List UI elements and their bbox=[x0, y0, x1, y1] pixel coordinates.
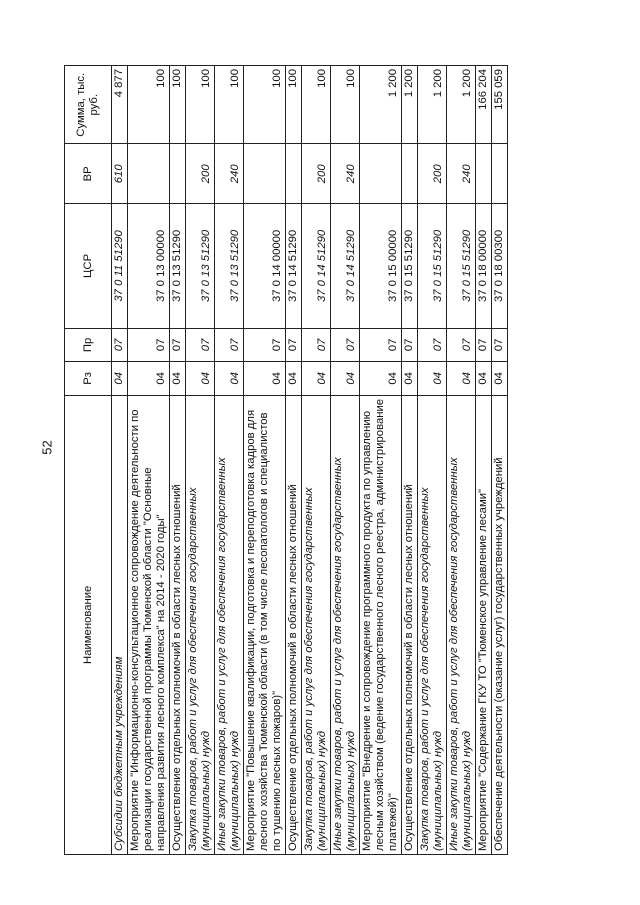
cell-csr: 37 0 15 51290 bbox=[418, 204, 447, 329]
cell-rz: 04 bbox=[360, 362, 402, 395]
cell-pr: 07 bbox=[244, 328, 286, 361]
table-row bbox=[112, 66, 128, 855]
header-name: Наименование bbox=[65, 395, 112, 854]
cell-pr: 07 bbox=[331, 328, 360, 361]
table-row bbox=[331, 66, 360, 855]
cell-csr: 37 0 14 51290 bbox=[286, 204, 302, 329]
cell-pr: 07 bbox=[215, 328, 244, 361]
cell-name: Закупка товаров, работ и услуг для обеспечения государственных (муниципальных) нужд bbox=[418, 395, 447, 854]
cell-vr bbox=[170, 144, 186, 204]
cell-pr: 07 bbox=[447, 328, 476, 361]
cell-pr: 07 bbox=[186, 328, 215, 361]
cell-sum: 155 059 bbox=[492, 66, 508, 145]
cell-name: Закупка товаров, работ и услуг для обеспечения государственных (муниципальных) нужд bbox=[302, 395, 331, 854]
cell-name: Осуществление отдельных полномочий в области лесных отношений bbox=[286, 395, 302, 854]
cell-rz: 04 bbox=[476, 362, 492, 395]
cell-pr: 07 bbox=[170, 328, 186, 361]
cell-name: Иные закупки товаров, работ и услуг для обеспечения государственных (муниципальных) нужд bbox=[447, 395, 476, 854]
cell-sum: 1 200 bbox=[360, 66, 402, 145]
cell-rz: 04 bbox=[286, 362, 302, 395]
cell-name: Субсидии бюджетным учреждениям bbox=[112, 395, 128, 854]
cell-csr: 37 0 13 00000 bbox=[128, 204, 170, 329]
cell-rz: 04 bbox=[186, 362, 215, 395]
cell-vr: 610 bbox=[112, 144, 128, 204]
table-row bbox=[244, 66, 286, 855]
header-rz: Рз bbox=[65, 362, 112, 395]
cell-vr bbox=[402, 144, 418, 204]
table-row bbox=[186, 66, 215, 855]
cell-rz: 04 bbox=[244, 362, 286, 395]
cell-name: Мероприятие "Внедрение и сопровождение программного продукта по управлению лесным хозяйством (ведение государственного лесного реестра, администрирование платежей)" bbox=[360, 395, 402, 854]
table-header-row bbox=[65, 66, 112, 855]
table-row bbox=[170, 66, 186, 855]
header-csr: ЦСР bbox=[65, 204, 112, 329]
cell-vr bbox=[244, 144, 286, 204]
cell-csr: 37 0 18 00000 bbox=[476, 204, 492, 329]
cell-sum: 100 bbox=[244, 66, 286, 145]
cell-rz: 04 bbox=[302, 362, 331, 395]
table-row bbox=[418, 66, 447, 855]
cell-csr: 37 0 15 51290 bbox=[402, 204, 418, 329]
table-row bbox=[492, 66, 508, 855]
cell-name: Иные закупки товаров, работ и услуг для обеспечения государственных (муниципальных) нужд bbox=[215, 395, 244, 854]
cell-vr: 240 bbox=[447, 144, 476, 204]
cell-name: Иные закупки товаров, работ и услуг для обеспечения государственных (муниципальных) нужд bbox=[331, 395, 360, 854]
cell-rz: 04 bbox=[170, 362, 186, 395]
cell-pr: 07 bbox=[302, 328, 331, 361]
cell-csr: 37 0 18 00300 bbox=[492, 204, 508, 329]
cell-vr bbox=[360, 144, 402, 204]
table-row bbox=[302, 66, 331, 855]
cell-pr: 07 bbox=[128, 328, 170, 361]
budget-table bbox=[64, 65, 508, 855]
cell-csr: 37 0 14 51290 bbox=[331, 204, 360, 329]
cell-name: Осуществление отдельных полномочий в области лесных отношений bbox=[170, 395, 186, 854]
cell-name: Мероприятие "Повышение квалификации, подготовка и переподготовка кадров для лесного хозяйства Тюменской области (в том числе лесопатологов и специалистов по тушению лесных пожаров)" bbox=[244, 395, 286, 854]
cell-sum: 1 200 bbox=[447, 66, 476, 145]
cell-sum: 100 bbox=[215, 66, 244, 145]
cell-rz: 04 bbox=[128, 362, 170, 395]
cell-sum: 100 bbox=[286, 66, 302, 145]
cell-csr: 37 0 14 00000 bbox=[244, 204, 286, 329]
table-row bbox=[286, 66, 302, 855]
cell-csr: 37 0 14 51290 bbox=[302, 204, 331, 329]
cell-name: Мероприятие "Информационно-консультационное сопровождение деятельности по реализации государственной программы Тюменской области "Основные направления развития лесного комплекса" на 2014 - 2020 годы" bbox=[128, 395, 170, 854]
cell-rz: 04 bbox=[402, 362, 418, 395]
cell-pr: 07 bbox=[402, 328, 418, 361]
cell-csr: 37 0 15 51290 bbox=[447, 204, 476, 329]
page-number: 52 bbox=[39, 440, 55, 455]
cell-pr: 07 bbox=[112, 328, 128, 361]
cell-name: Обеспечение деятельности (оказание услуг) государственных учреждений bbox=[492, 395, 508, 854]
cell-sum: 100 bbox=[128, 66, 170, 145]
header-pr: Пр bbox=[65, 328, 112, 361]
cell-rz: 04 bbox=[112, 362, 128, 395]
budget-table-container bbox=[64, 65, 508, 855]
cell-pr: 07 bbox=[476, 328, 492, 361]
cell-rz: 04 bbox=[215, 362, 244, 395]
cell-sum: 1 200 bbox=[402, 66, 418, 145]
table-row bbox=[360, 66, 402, 855]
header-vr: ВР bbox=[65, 144, 112, 204]
cell-sum: 4 877 bbox=[112, 66, 128, 145]
cell-pr: 07 bbox=[492, 328, 508, 361]
cell-vr: 240 bbox=[331, 144, 360, 204]
cell-pr: 07 bbox=[418, 328, 447, 361]
cell-sum: 166 204 bbox=[476, 66, 492, 145]
cell-rz: 04 bbox=[492, 362, 508, 395]
header-sum: Сумма, тыс. руб. bbox=[65, 66, 112, 145]
cell-sum: 100 bbox=[186, 66, 215, 145]
cell-sum: 100 bbox=[331, 66, 360, 145]
cell-vr: 240 bbox=[215, 144, 244, 204]
cell-rz: 04 bbox=[418, 362, 447, 395]
cell-csr: 37 0 13 51290 bbox=[215, 204, 244, 329]
cell-rz: 04 bbox=[447, 362, 476, 395]
cell-csr: 37 0 13 51290 bbox=[186, 204, 215, 329]
cell-vr: 200 bbox=[302, 144, 331, 204]
cell-name: Закупка товаров, работ и услуг для обеспечения государственных (муниципальных) нужд bbox=[186, 395, 215, 854]
cell-vr: 200 bbox=[186, 144, 215, 204]
cell-sum: 100 bbox=[302, 66, 331, 145]
cell-sum: 1 200 bbox=[418, 66, 447, 145]
cell-pr: 07 bbox=[286, 328, 302, 361]
table-row bbox=[215, 66, 244, 855]
cell-sum: 100 bbox=[170, 66, 186, 145]
cell-vr bbox=[476, 144, 492, 204]
cell-name: Осуществление отдельных полномочий в области лесных отношений bbox=[402, 395, 418, 854]
cell-vr bbox=[286, 144, 302, 204]
table-row bbox=[128, 66, 170, 855]
cell-pr: 07 bbox=[360, 328, 402, 361]
table-row bbox=[476, 66, 492, 855]
cell-vr: 200 bbox=[418, 144, 447, 204]
cell-csr: 37 0 11 51290 bbox=[112, 204, 128, 329]
cell-csr: 37 0 13 51290 bbox=[170, 204, 186, 329]
table-row bbox=[447, 66, 476, 855]
cell-vr bbox=[492, 144, 508, 204]
cell-name: Мероприятие "Содержание ГКУ ТО "Тюменское управление лесами" bbox=[476, 395, 492, 854]
cell-rz: 04 bbox=[331, 362, 360, 395]
cell-vr bbox=[128, 144, 170, 204]
cell-csr: 37 0 15 00000 bbox=[360, 204, 402, 329]
table-row bbox=[402, 66, 418, 855]
